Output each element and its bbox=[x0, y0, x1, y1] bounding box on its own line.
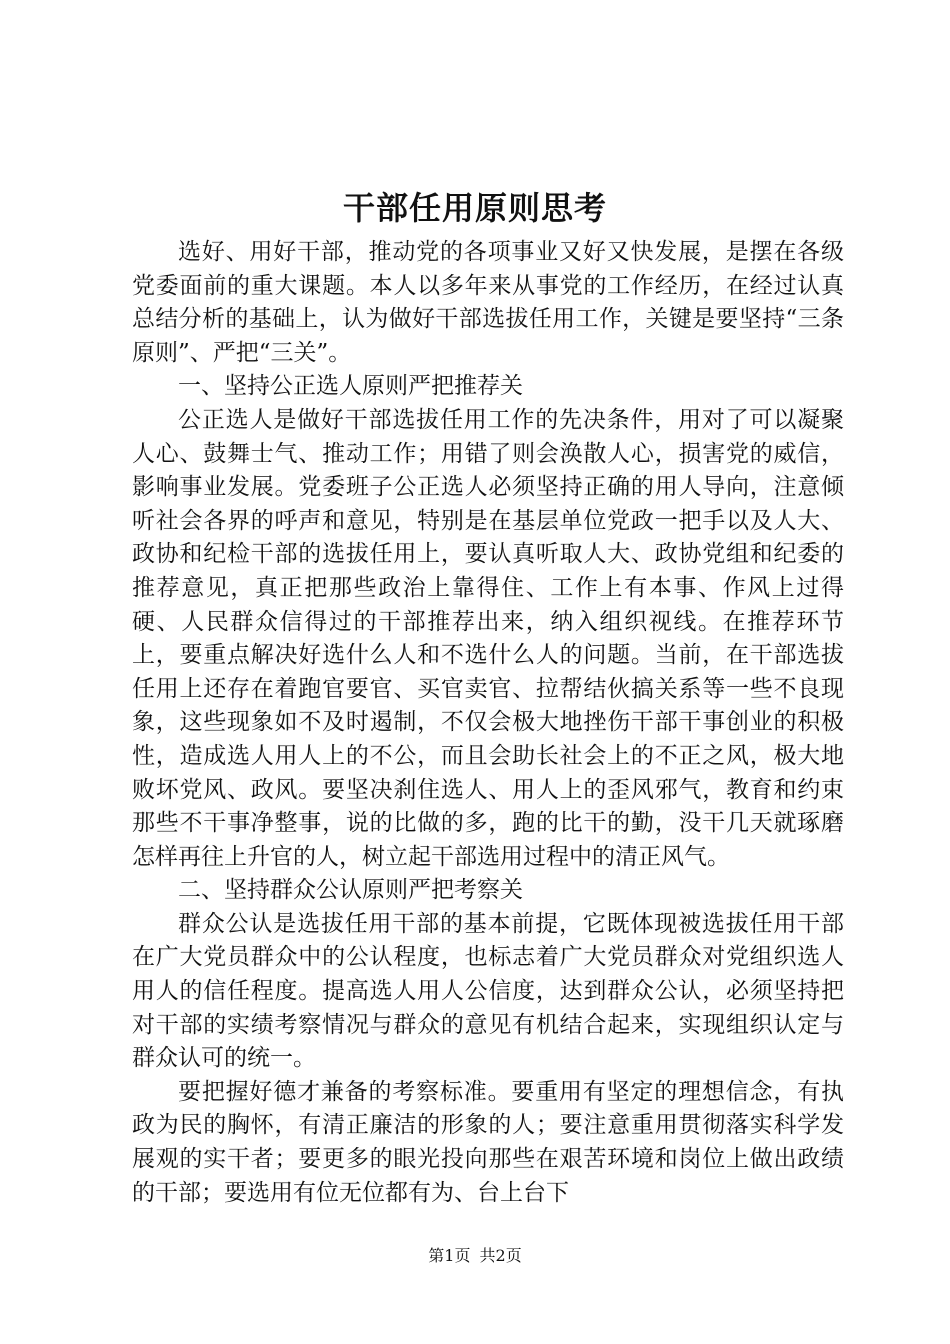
page-number: 第1页 bbox=[428, 1246, 471, 1265]
document-body bbox=[132, 236, 844, 1210]
section-2-paragraph-1: 群众公认是选拔任用干部的基本前提，它既体现被选拔任用干部在广大党员群众中的公认程度，也标志着广大党员群众对党组织选人用人的信任程度。提高选人用人公信度，达到群众公认，必须坚持把对干部的实绩考察情况与群众的意见有机结合起来，实现组织认定与群众认可的统一。 bbox=[132, 910, 844, 1072]
section-heading-1: 一、坚持公正选人原则严把推荐关 bbox=[178, 373, 523, 400]
page-total: 共2页 bbox=[479, 1246, 522, 1265]
intro-paragraph: 选好、用好干部，推动党的各项事业又好又快发展，是摆在各级党委面前的重大课题。本人以多年来从事党的工作经历，在经过认真总结分析的基础上，认为做好干部选拔任用工作，关键是要坚持“三条原则”、严把“三关”。 bbox=[132, 239, 844, 366]
section-1-paragraph: 公正选人是做好干部选拔任用工作的先决条件，用对了可以凝聚人心、鼓舞士气、推动工作；用错了则会涣散人心，损害党的威信，影响事业发展。党委班子公正选人必须坚持正确的用人导向，注意倾听社会各界的呼声和意见，特别是在基层单位党政一把手以及人大、政协和纪检干部的选拔任用上，要认真听取人大、政协党组和纪委的推荐意见，真正把那些政治上靠得住、工作上有本事、作风上过得硬、人民群众信得过的干部推荐出来，纳入组织视线。在推荐环节上，要重点解决好选什么人和不选什么人的问题。当前，在干部选拔任用上还存在着跑官要官、买官卖官、拉帮结伙搞关系等一些不良现象，这些现象如不及时遏制，不仅会极大地挫伤干部干事创业的积极性，造成选人用人上的不公，而且会助长社会上的不正之风，极大地败坏党风、政风。要坚决刹住选人、用人上的歪风邪气，教育和约束那些不干事净整事，说的比做的多，跑的比干的勤，没干几天就琢磨怎样再往上升官的人，树立起干部选用过程中的清正风气。 bbox=[132, 406, 844, 870]
section-2-paragraph-2: 要把握好德才兼备的考察标准。要重用有坚定的理想信念，有执政为民的胸怀，有清正廉洁的形象的人；要注意重用贯彻落实科学发展观的实干者；要更多的眼光投向那些在艰苦环境和岗位上做出政绩的干部；要选用有位无位都有为、台上台下 bbox=[132, 1078, 844, 1206]
page-footer bbox=[0, 1244, 950, 1268]
document-title: 干部任用原则思考 bbox=[342, 189, 607, 227]
section-heading-2: 二、坚持群众公认原则严把考察关 bbox=[178, 877, 523, 904]
